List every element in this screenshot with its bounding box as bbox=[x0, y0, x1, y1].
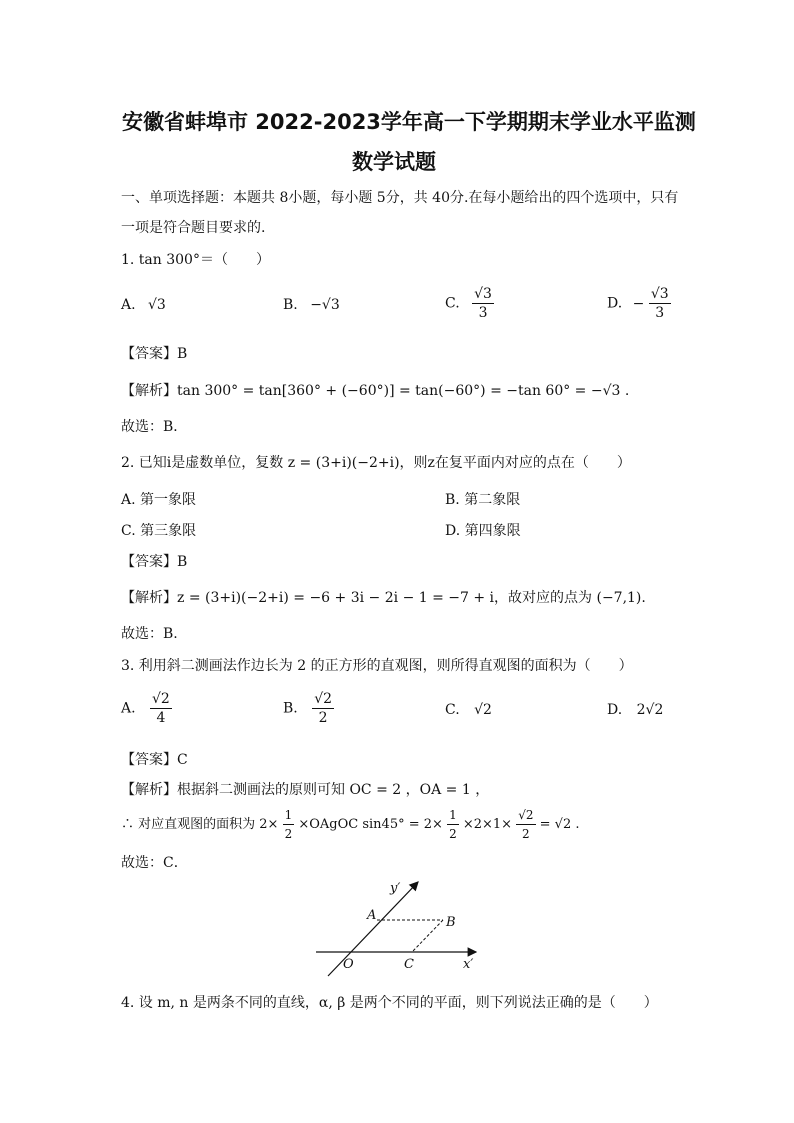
q2-option-b: B. 第二象限 bbox=[445, 492, 521, 508]
label-y-prime: y′ bbox=[390, 881, 401, 896]
q3-analysis-line2 bbox=[121, 806, 580, 843]
q1-stem: 1. tan 300°＝（ ） bbox=[121, 252, 270, 268]
q3-analysis-half-2 bbox=[447, 806, 459, 843]
q3-analysis-middle: ×OAgOC sin45° = 2× bbox=[298, 817, 443, 832]
q1-analysis: 【解析】tan 300° = tan[360° + (−60°)] = tan(−60°) = −tan 60° = −√3 . bbox=[121, 383, 630, 399]
q3-choose: 故选：C． bbox=[121, 855, 188, 871]
q1-option-b bbox=[283, 297, 340, 313]
q1-option-c-numerator: √3 bbox=[474, 286, 492, 302]
q1-option-d-label: D. bbox=[607, 295, 623, 312]
q1-answer: 【答案】B bbox=[121, 346, 188, 362]
q1-option-b-label: B. bbox=[283, 297, 298, 313]
q2-analysis: 【解析】z = (3+i)(−2+i) = −6 + 3i − 2i − 1 = −7 + i，故对应的点为 (−7,1). bbox=[121, 590, 646, 606]
q3-analysis-root2-num: √2 bbox=[516, 806, 535, 825]
q1-option-a bbox=[121, 297, 166, 313]
q3-option-a-denominator: 4 bbox=[156, 710, 166, 726]
q3-option-d bbox=[607, 702, 663, 718]
q2-option-c: C. 第三象限 bbox=[121, 523, 197, 539]
q2-answer: 【答案】B bbox=[121, 554, 188, 570]
q2-option-a: A. 第一象限 bbox=[121, 492, 197, 508]
q3-option-a-fraction bbox=[150, 690, 172, 727]
q1-option-d-fraction bbox=[649, 285, 671, 322]
q3-analysis-root2-den: 2 bbox=[522, 827, 530, 841]
q1-option-d-denominator: 3 bbox=[655, 305, 665, 321]
q3-analysis-root2-frac bbox=[516, 806, 535, 843]
q3-stem: 3. 利用斜二测画法作边长为 2 的正方形的直观图，则所得直观图的面积为（ ） bbox=[121, 658, 633, 674]
q1-option-d bbox=[607, 285, 671, 322]
q3-option-a-label: A. bbox=[121, 700, 136, 717]
page-title: 安徽省蚌埠市 2022-2023学年高一下学期期末学业水平监测 bbox=[122, 110, 696, 134]
q3-analysis-half-2-den: 2 bbox=[449, 827, 457, 841]
label-b: B bbox=[446, 915, 456, 930]
q3-analysis-half-2-num: 1 bbox=[447, 806, 459, 825]
q3-option-b-denominator: 2 bbox=[318, 710, 328, 726]
section-instruction-line1: 一、单项选择题：本题共 8小题，每小题 5分，共 40分.在每小题给出的四个选项中，只有 bbox=[121, 190, 679, 206]
q2-option-d: D. 第四象限 bbox=[445, 523, 521, 539]
section-instruction-line2: 一项是符合题目要求的. bbox=[121, 220, 266, 236]
page-subtitle: 数学试题 bbox=[352, 150, 436, 174]
q1-option-c-denominator: 3 bbox=[478, 305, 488, 321]
q1-option-c bbox=[445, 285, 494, 322]
q3-analysis-middle2: ×2×1× bbox=[462, 817, 513, 832]
q1-option-c-fraction bbox=[472, 285, 494, 322]
q3-answer: 【答案】C bbox=[121, 752, 188, 768]
q3-option-d-label: D. bbox=[607, 702, 623, 718]
q3-option-c-label: C. bbox=[445, 702, 460, 718]
label-c: C bbox=[404, 957, 414, 972]
q1-option-d-numerator: √3 bbox=[650, 286, 669, 302]
q3-option-a bbox=[121, 690, 172, 727]
q3-analysis-half-1 bbox=[283, 806, 295, 843]
q3-option-a-numerator: √2 bbox=[152, 691, 170, 707]
q3-option-d-value: 2√2 bbox=[636, 702, 664, 718]
q3-option-c bbox=[445, 702, 492, 718]
oblique-figure bbox=[300, 872, 500, 982]
q3-analysis-prefix: ∴ 对应直观图的面积为 2× bbox=[121, 817, 279, 832]
label-o: O bbox=[343, 957, 354, 972]
q1-option-a-label: A. bbox=[121, 297, 136, 313]
label-a: A bbox=[367, 908, 377, 923]
q3-analysis-end: = √2 . bbox=[539, 817, 580, 832]
q2-choose: 故选：B. bbox=[121, 626, 178, 642]
q3-analysis-half-1-den: 2 bbox=[284, 827, 293, 841]
label-x-prime: x′ bbox=[463, 957, 474, 972]
edge-bc bbox=[412, 920, 443, 952]
q3-option-b-fraction bbox=[312, 690, 334, 727]
q3-option-b-numerator: √2 bbox=[314, 691, 333, 707]
q3-analysis-half-1-num: 1 bbox=[283, 806, 295, 825]
q1-option-b-value: −√3 bbox=[310, 297, 340, 313]
q3-option-c-value: √2 bbox=[474, 702, 492, 718]
q1-option-c-label: C. bbox=[445, 295, 460, 312]
q1-option-d-sign: − bbox=[632, 295, 645, 312]
q3-analysis-line1: 【解析】根据斜二测画法的原则可知 OC = 2 ，OA = 1 ， bbox=[121, 782, 490, 798]
q1-choose: 故选：B． bbox=[121, 419, 188, 435]
q2-stem: 2. 已知i是虚数单位，复数 z = (3+i)(−2+i)，则z在复平面内对应的点在（ ） bbox=[121, 455, 631, 471]
q4-stem: 4. 设 m, n 是两条不同的直线，α, β 是两个不同的平面，则下列说法正确的是（ ） bbox=[121, 995, 658, 1011]
q3-option-b bbox=[283, 690, 334, 727]
q3-option-b-label: B. bbox=[283, 700, 298, 717]
q1-option-a-value: √3 bbox=[148, 297, 166, 313]
